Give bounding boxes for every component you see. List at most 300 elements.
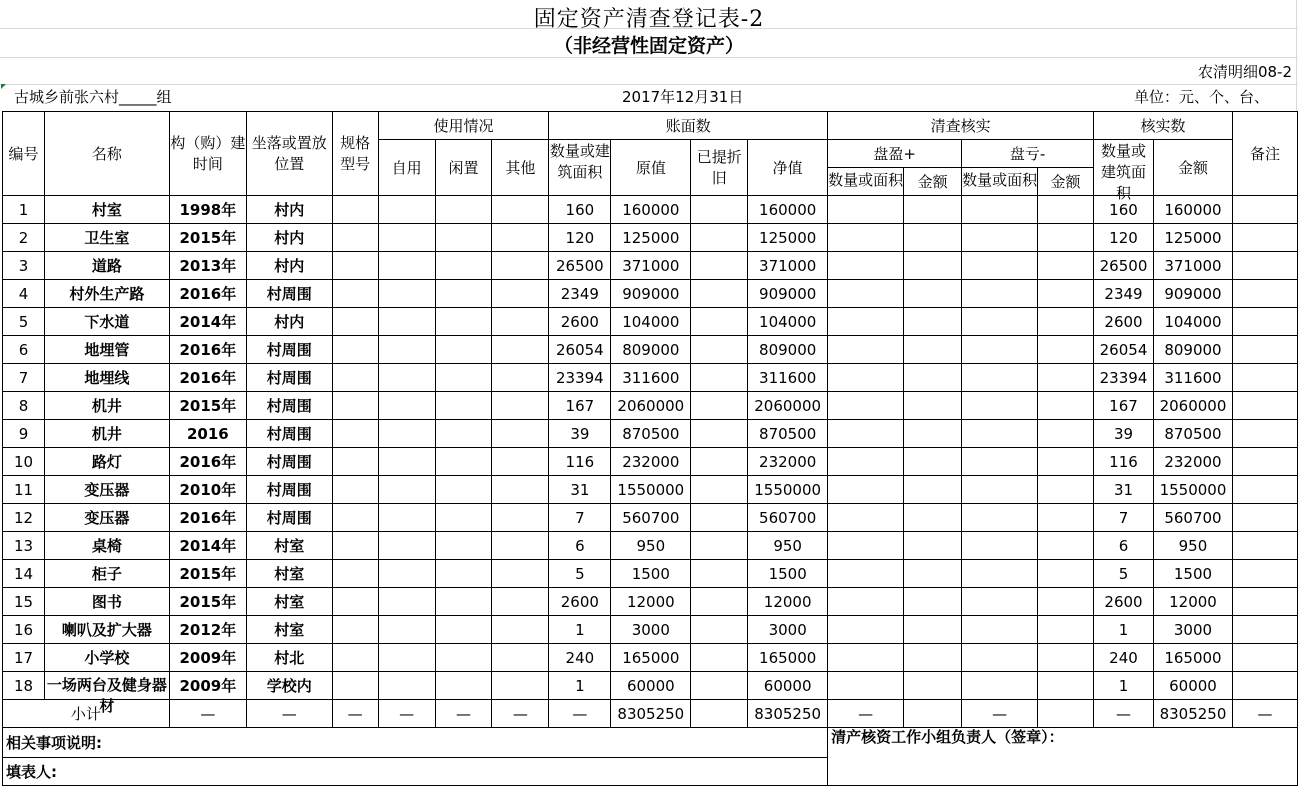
cell-loss-qty bbox=[962, 476, 1038, 504]
cell-self-use bbox=[378, 644, 435, 672]
cell-qty: 5 bbox=[549, 560, 611, 588]
cell-surplus-qty bbox=[828, 588, 904, 616]
cell-surplus-qty bbox=[828, 336, 904, 364]
cell-spec bbox=[332, 280, 378, 308]
cell-depreciation bbox=[691, 420, 748, 448]
cell-idle bbox=[435, 252, 492, 280]
cell-verified-qty: 160 bbox=[1094, 196, 1154, 224]
cell-verified-amount: 232000 bbox=[1153, 448, 1232, 476]
cell-surplus-qty bbox=[828, 252, 904, 280]
cell-location: 村周围 bbox=[246, 336, 332, 364]
subtotal-verified-qty: — bbox=[1094, 700, 1154, 728]
header-surplus-qty-text: 数量或面积 bbox=[828, 171, 904, 189]
filler-label: 填表人: bbox=[3, 758, 828, 786]
cell-build-time: 2015年 bbox=[169, 588, 246, 616]
cell-loss-amount bbox=[1038, 560, 1094, 588]
cell-other bbox=[492, 224, 549, 252]
cell-other bbox=[492, 672, 549, 700]
cell-no: 7 bbox=[3, 364, 45, 392]
cell-loss-qty bbox=[962, 224, 1038, 252]
cell-remark bbox=[1232, 476, 1297, 504]
cell-qty: 26500 bbox=[549, 252, 611, 280]
cell-build-time: 2012年 bbox=[169, 616, 246, 644]
cell-build-time: 2016年 bbox=[169, 504, 246, 532]
subtotal-self-use: — bbox=[378, 700, 435, 728]
cell-spec bbox=[332, 560, 378, 588]
cell-remark bbox=[1232, 504, 1297, 532]
header-build-time: 构（购）建时间 bbox=[169, 112, 246, 196]
cell-self-use bbox=[378, 476, 435, 504]
table-row bbox=[3, 504, 1298, 532]
cell-no: 2 bbox=[3, 224, 45, 252]
cell-original: 809000 bbox=[611, 336, 691, 364]
cell-name: 柜子 bbox=[44, 560, 169, 588]
cell-idle bbox=[435, 336, 492, 364]
cell-location: 村周围 bbox=[246, 504, 332, 532]
cell-net: 232000 bbox=[748, 448, 828, 476]
cell-verified-qty: 120 bbox=[1094, 224, 1154, 252]
cell-verified-amount: 909000 bbox=[1153, 280, 1232, 308]
cell-no: 13 bbox=[3, 532, 45, 560]
cell-self-use bbox=[378, 448, 435, 476]
cell-self-use bbox=[378, 224, 435, 252]
cell-depreciation bbox=[691, 308, 748, 336]
cell-idle bbox=[435, 280, 492, 308]
cell-verified-qty: 6 bbox=[1094, 532, 1154, 560]
cell-depreciation bbox=[691, 364, 748, 392]
cell-loss-qty bbox=[962, 280, 1038, 308]
cell-net: 870500 bbox=[748, 420, 828, 448]
cell-original: 232000 bbox=[611, 448, 691, 476]
header-surplus-amount: 金额 bbox=[904, 168, 962, 196]
cell-original: 950 bbox=[611, 532, 691, 560]
cell-surplus-qty bbox=[828, 448, 904, 476]
cell-qty: 160 bbox=[549, 196, 611, 224]
cell-surplus-qty bbox=[828, 308, 904, 336]
header-remark: 备注 bbox=[1232, 112, 1297, 196]
cell-build-time: 2015年 bbox=[169, 560, 246, 588]
cell-other bbox=[492, 476, 549, 504]
cell-net: 1500 bbox=[748, 560, 828, 588]
cell-net: 104000 bbox=[748, 308, 828, 336]
cell-surplus-amount bbox=[904, 560, 962, 588]
cell-verified-amount: 12000 bbox=[1153, 588, 1232, 616]
cell-idle bbox=[435, 532, 492, 560]
cell-name: 路灯 bbox=[44, 448, 169, 476]
cell-location: 村室 bbox=[246, 560, 332, 588]
cell-other bbox=[492, 280, 549, 308]
cell-surplus-amount bbox=[904, 476, 962, 504]
cell-no: 16 bbox=[3, 616, 45, 644]
cell-net: 311600 bbox=[748, 364, 828, 392]
subtotal-remark: — bbox=[1232, 700, 1297, 728]
table-row bbox=[3, 392, 1298, 420]
cell-original: 311600 bbox=[611, 364, 691, 392]
cell-name-text: 一场两台及健身器材 bbox=[46, 675, 167, 715]
cell-loss-amount bbox=[1038, 252, 1094, 280]
notes-label: 相关事项说明: bbox=[3, 728, 828, 758]
cell-self-use bbox=[378, 280, 435, 308]
header-other: 其他 bbox=[492, 140, 549, 196]
cell-self-use bbox=[378, 252, 435, 280]
cell-depreciation bbox=[691, 672, 748, 700]
cell-spec bbox=[332, 392, 378, 420]
cell-loss-amount bbox=[1038, 224, 1094, 252]
cell-loss-qty bbox=[962, 448, 1038, 476]
cell-loss-amount bbox=[1038, 280, 1094, 308]
cell-depreciation bbox=[691, 504, 748, 532]
cell-net: 2060000 bbox=[748, 392, 828, 420]
cell-loss-qty bbox=[962, 616, 1038, 644]
cell-no: 4 bbox=[3, 280, 45, 308]
cell-loss-qty bbox=[962, 196, 1038, 224]
cell-no: 17 bbox=[3, 644, 45, 672]
cell-surplus-amount bbox=[904, 448, 962, 476]
cell-surplus-qty bbox=[828, 644, 904, 672]
cell-other bbox=[492, 252, 549, 280]
subtotal-surplus-qty: — bbox=[828, 700, 904, 728]
cell-original: 909000 bbox=[611, 280, 691, 308]
cell-build-time: 2010年 bbox=[169, 476, 246, 504]
header-book: 账面数 bbox=[549, 112, 828, 140]
cell-remark bbox=[1232, 280, 1297, 308]
cell-qty: 7 bbox=[549, 504, 611, 532]
cell-build-time: 2015年 bbox=[169, 224, 246, 252]
cell-build-time: 2016年 bbox=[169, 280, 246, 308]
cell-build-time: 2016年 bbox=[169, 448, 246, 476]
cell-self-use bbox=[378, 392, 435, 420]
cell-idle bbox=[435, 308, 492, 336]
cell-remark bbox=[1232, 336, 1297, 364]
cell-verified-amount: 104000 bbox=[1153, 308, 1232, 336]
cell-self-use bbox=[378, 588, 435, 616]
header-loss-amount: 金额 bbox=[1038, 168, 1094, 196]
cell-self-use bbox=[378, 504, 435, 532]
header-idle: 闲置 bbox=[435, 140, 492, 196]
cell-spec bbox=[332, 308, 378, 336]
cell-self-use bbox=[378, 560, 435, 588]
cell-qty: 2600 bbox=[549, 308, 611, 336]
cell-surplus-amount bbox=[904, 392, 962, 420]
cell-remark bbox=[1232, 672, 1297, 700]
cell-self-use bbox=[378, 616, 435, 644]
cell-spec bbox=[332, 504, 378, 532]
cell-location: 村周围 bbox=[246, 280, 332, 308]
cell-location: 村周围 bbox=[246, 392, 332, 420]
cell-depreciation bbox=[691, 252, 748, 280]
cell-surplus-qty bbox=[828, 392, 904, 420]
signer-label: 清产核资工作小组负责人（签章）： bbox=[828, 728, 1298, 786]
cell-spec bbox=[332, 616, 378, 644]
cell-location: 村内 bbox=[246, 252, 332, 280]
header-depreciation: 已提折旧 bbox=[691, 140, 748, 196]
cell-original: 60000 bbox=[611, 672, 691, 700]
cell-surplus-qty bbox=[828, 672, 904, 700]
cell-depreciation bbox=[691, 616, 748, 644]
subtotal-row bbox=[3, 700, 1298, 728]
sheet-title: 固定资产清查登记表-2 bbox=[533, 7, 765, 32]
subtotal-loss-amount bbox=[1038, 700, 1094, 728]
cell-net: 560700 bbox=[748, 504, 828, 532]
cell-no: 15 bbox=[3, 588, 45, 616]
header-location: 坐落或置放位置 bbox=[246, 112, 332, 196]
subtotal-build-time: — bbox=[169, 700, 246, 728]
cell-surplus-amount bbox=[904, 308, 962, 336]
cell-other bbox=[492, 336, 549, 364]
cell-build-time: 2016年 bbox=[169, 364, 246, 392]
cell-remark bbox=[1232, 420, 1297, 448]
cell-qty: 240 bbox=[549, 644, 611, 672]
cell-verified-amount: 2060000 bbox=[1153, 392, 1232, 420]
cell-loss-qty bbox=[962, 504, 1038, 532]
cell-loss-qty bbox=[962, 588, 1038, 616]
cell-verified-qty: 1 bbox=[1094, 616, 1154, 644]
header-surplus: 盘盈+ bbox=[828, 140, 962, 168]
cell-loss-amount bbox=[1038, 588, 1094, 616]
table-row bbox=[3, 252, 1298, 280]
cell-surplus-amount bbox=[904, 280, 962, 308]
cell-name: 桌椅 bbox=[44, 532, 169, 560]
cell-verified-amount: 371000 bbox=[1153, 252, 1232, 280]
cell-depreciation bbox=[691, 476, 748, 504]
header-surplus-qty bbox=[828, 168, 904, 196]
cell-surplus-qty bbox=[828, 280, 904, 308]
cell-depreciation bbox=[691, 448, 748, 476]
cell-net: 60000 bbox=[748, 672, 828, 700]
cell-other bbox=[492, 504, 549, 532]
cell-no: 18 bbox=[3, 672, 45, 700]
cell-spec bbox=[332, 672, 378, 700]
cell-qty: 1 bbox=[549, 672, 611, 700]
cell-verified-amount: 1550000 bbox=[1153, 476, 1232, 504]
cell-spec bbox=[332, 364, 378, 392]
cell-qty: 2600 bbox=[549, 588, 611, 616]
cell-self-use bbox=[378, 196, 435, 224]
cell-verified-qty: 26054 bbox=[1094, 336, 1154, 364]
cell-qty: 2349 bbox=[549, 280, 611, 308]
cell-verified-qty: 2600 bbox=[1094, 588, 1154, 616]
cell-verified-amount: 809000 bbox=[1153, 336, 1232, 364]
cell-surplus-amount bbox=[904, 224, 962, 252]
cell-remark bbox=[1232, 448, 1297, 476]
cell-idle bbox=[435, 224, 492, 252]
header-loss-qty bbox=[962, 168, 1038, 196]
cell-loss-amount bbox=[1038, 392, 1094, 420]
cell-name: 机井 bbox=[44, 392, 169, 420]
cell-verified-amount: 3000 bbox=[1153, 616, 1232, 644]
cell-build-time: 2015年 bbox=[169, 392, 246, 420]
cell-verified-amount: 165000 bbox=[1153, 644, 1232, 672]
cell-depreciation bbox=[691, 224, 748, 252]
cell-net: 3000 bbox=[748, 616, 828, 644]
cell-location: 村室 bbox=[246, 588, 332, 616]
cell-surplus-qty bbox=[828, 532, 904, 560]
cell-surplus-qty bbox=[828, 196, 904, 224]
form-code: 农清明细08-2 bbox=[1197, 63, 1292, 81]
header-qty-area-text: 数量或建筑面积 bbox=[549, 141, 610, 181]
subtotal-other: — bbox=[492, 700, 549, 728]
header-loss-qty-text: 数量或面积 bbox=[962, 171, 1038, 189]
cell-no: 1 bbox=[3, 196, 45, 224]
cell-idle bbox=[435, 588, 492, 616]
cell-verified-qty: 240 bbox=[1094, 644, 1154, 672]
cell-qty: 6 bbox=[549, 532, 611, 560]
header-usage: 使用情况 bbox=[378, 112, 549, 140]
cell-qty: 167 bbox=[549, 392, 611, 420]
table-row bbox=[3, 364, 1298, 392]
cell-net: 371000 bbox=[748, 252, 828, 280]
header-verified-amount: 金额 bbox=[1153, 140, 1232, 196]
cell-surplus-amount bbox=[904, 532, 962, 560]
cell-verified-amount: 560700 bbox=[1153, 504, 1232, 532]
cell-original: 560700 bbox=[611, 504, 691, 532]
sheet-subtitle: （非经营性固定资产） bbox=[553, 35, 744, 57]
cell-location: 村室 bbox=[246, 532, 332, 560]
cell-surplus-amount bbox=[904, 672, 962, 700]
subtotal-surplus-amount bbox=[904, 700, 962, 728]
cell-surplus-amount bbox=[904, 364, 962, 392]
cell-spec bbox=[332, 476, 378, 504]
header-loss: 盘亏- bbox=[962, 140, 1094, 168]
cell-build-time: 2016 bbox=[169, 420, 246, 448]
cell-surplus-amount bbox=[904, 336, 962, 364]
cell-location: 村内 bbox=[246, 224, 332, 252]
cell-no: 8 bbox=[3, 392, 45, 420]
cell-no: 9 bbox=[3, 420, 45, 448]
cell-idle bbox=[435, 448, 492, 476]
cell-loss-qty bbox=[962, 644, 1038, 672]
cell-loss-amount bbox=[1038, 644, 1094, 672]
cell-other bbox=[492, 588, 549, 616]
cell-verified-qty: 23394 bbox=[1094, 364, 1154, 392]
cell-net: 125000 bbox=[748, 224, 828, 252]
cell-loss-qty bbox=[962, 336, 1038, 364]
cell-original: 371000 bbox=[611, 252, 691, 280]
cell-surplus-qty bbox=[828, 504, 904, 532]
cell-verified-qty: 116 bbox=[1094, 448, 1154, 476]
cell-loss-qty bbox=[962, 252, 1038, 280]
cell-remark bbox=[1232, 364, 1297, 392]
cell-net: 950 bbox=[748, 532, 828, 560]
cell-net: 165000 bbox=[748, 644, 828, 672]
cell-no: 10 bbox=[3, 448, 45, 476]
cell-verified-qty: 7 bbox=[1094, 504, 1154, 532]
subtotal-idle: — bbox=[435, 700, 492, 728]
cell-name: 卫生室 bbox=[44, 224, 169, 252]
cell-surplus-amount bbox=[904, 616, 962, 644]
cell-remark bbox=[1232, 532, 1297, 560]
cell-build-time: 2009年 bbox=[169, 672, 246, 700]
cell-self-use bbox=[378, 336, 435, 364]
table-row bbox=[3, 560, 1298, 588]
cell-location: 村周围 bbox=[246, 420, 332, 448]
cell-loss-qty bbox=[962, 308, 1038, 336]
cell-original: 165000 bbox=[611, 644, 691, 672]
cell-verified-amount: 160000 bbox=[1153, 196, 1232, 224]
cell-verified-amount: 870500 bbox=[1153, 420, 1232, 448]
cell-other bbox=[492, 308, 549, 336]
cell-name: 喇叭及扩大器 bbox=[44, 616, 169, 644]
cell-depreciation bbox=[691, 560, 748, 588]
table-row bbox=[3, 448, 1298, 476]
cell-self-use bbox=[378, 308, 435, 336]
header-verified-qty bbox=[1094, 140, 1154, 202]
cell-location: 村周围 bbox=[246, 364, 332, 392]
header-self-use: 自用 bbox=[378, 140, 435, 196]
cell-qty: 120 bbox=[549, 224, 611, 252]
cell-original: 2060000 bbox=[611, 392, 691, 420]
cell-surplus-qty bbox=[828, 224, 904, 252]
cell-verified-amount: 950 bbox=[1153, 532, 1232, 560]
cell-loss-amount bbox=[1038, 448, 1094, 476]
cell-name: 图书 bbox=[44, 588, 169, 616]
cell-net: 12000 bbox=[748, 588, 828, 616]
cell-build-time: 2014年 bbox=[169, 532, 246, 560]
cell-loss-amount bbox=[1038, 364, 1094, 392]
cell-other bbox=[492, 560, 549, 588]
cell-name: 变压器 bbox=[44, 504, 169, 532]
cell-other bbox=[492, 448, 549, 476]
cell-original: 160000 bbox=[611, 196, 691, 224]
cell-location: 村周围 bbox=[246, 448, 332, 476]
cell-idle bbox=[435, 672, 492, 700]
cell-loss-amount bbox=[1038, 504, 1094, 532]
table-row bbox=[3, 532, 1298, 560]
cell-loss-amount bbox=[1038, 308, 1094, 336]
cell-other bbox=[492, 616, 549, 644]
cell-no: 5 bbox=[3, 308, 45, 336]
cell-remark bbox=[1232, 588, 1297, 616]
cell-no: 12 bbox=[3, 504, 45, 532]
cell-original: 104000 bbox=[611, 308, 691, 336]
cell-surplus-amount bbox=[904, 196, 962, 224]
header-spec: 规格型号 bbox=[332, 112, 378, 196]
cell-verified-amount: 125000 bbox=[1153, 224, 1232, 252]
village-label: 古城乡前张六村_____组 bbox=[14, 88, 172, 106]
cell-name: 小学校 bbox=[44, 644, 169, 672]
cell-verified-qty: 31 bbox=[1094, 476, 1154, 504]
cell-idle bbox=[435, 364, 492, 392]
cell-loss-qty bbox=[962, 420, 1038, 448]
cell-name: 村室 bbox=[44, 196, 169, 224]
header-original: 原值 bbox=[611, 140, 691, 196]
cell-qty: 1 bbox=[549, 616, 611, 644]
cell-surplus-qty bbox=[828, 616, 904, 644]
cell-remark bbox=[1232, 616, 1297, 644]
subtotal-verified-amount: 8305250 bbox=[1153, 700, 1232, 728]
header-verified-qty-text: 数量或建筑面积 bbox=[1100, 141, 1146, 202]
cell-name: 下水道 bbox=[44, 308, 169, 336]
cell-surplus-amount bbox=[904, 588, 962, 616]
cell-depreciation bbox=[691, 588, 748, 616]
cell-spec bbox=[332, 448, 378, 476]
table-row bbox=[3, 644, 1298, 672]
header-name: 名称 bbox=[44, 112, 169, 196]
table-row bbox=[3, 336, 1298, 364]
header-no: 编号 bbox=[3, 112, 45, 196]
table-row bbox=[3, 196, 1298, 224]
cell-qty: 31 bbox=[549, 476, 611, 504]
cell-location: 村内 bbox=[246, 196, 332, 224]
cell-loss-qty bbox=[962, 532, 1038, 560]
cell-verified-qty: 1 bbox=[1094, 672, 1154, 700]
cell-location: 村北 bbox=[246, 644, 332, 672]
cell-original: 3000 bbox=[611, 616, 691, 644]
subtotal-qty: — bbox=[549, 700, 611, 728]
cell-loss-amount bbox=[1038, 336, 1094, 364]
sheet-gridline bbox=[0, 84, 1298, 85]
header-qty-area bbox=[549, 140, 611, 196]
